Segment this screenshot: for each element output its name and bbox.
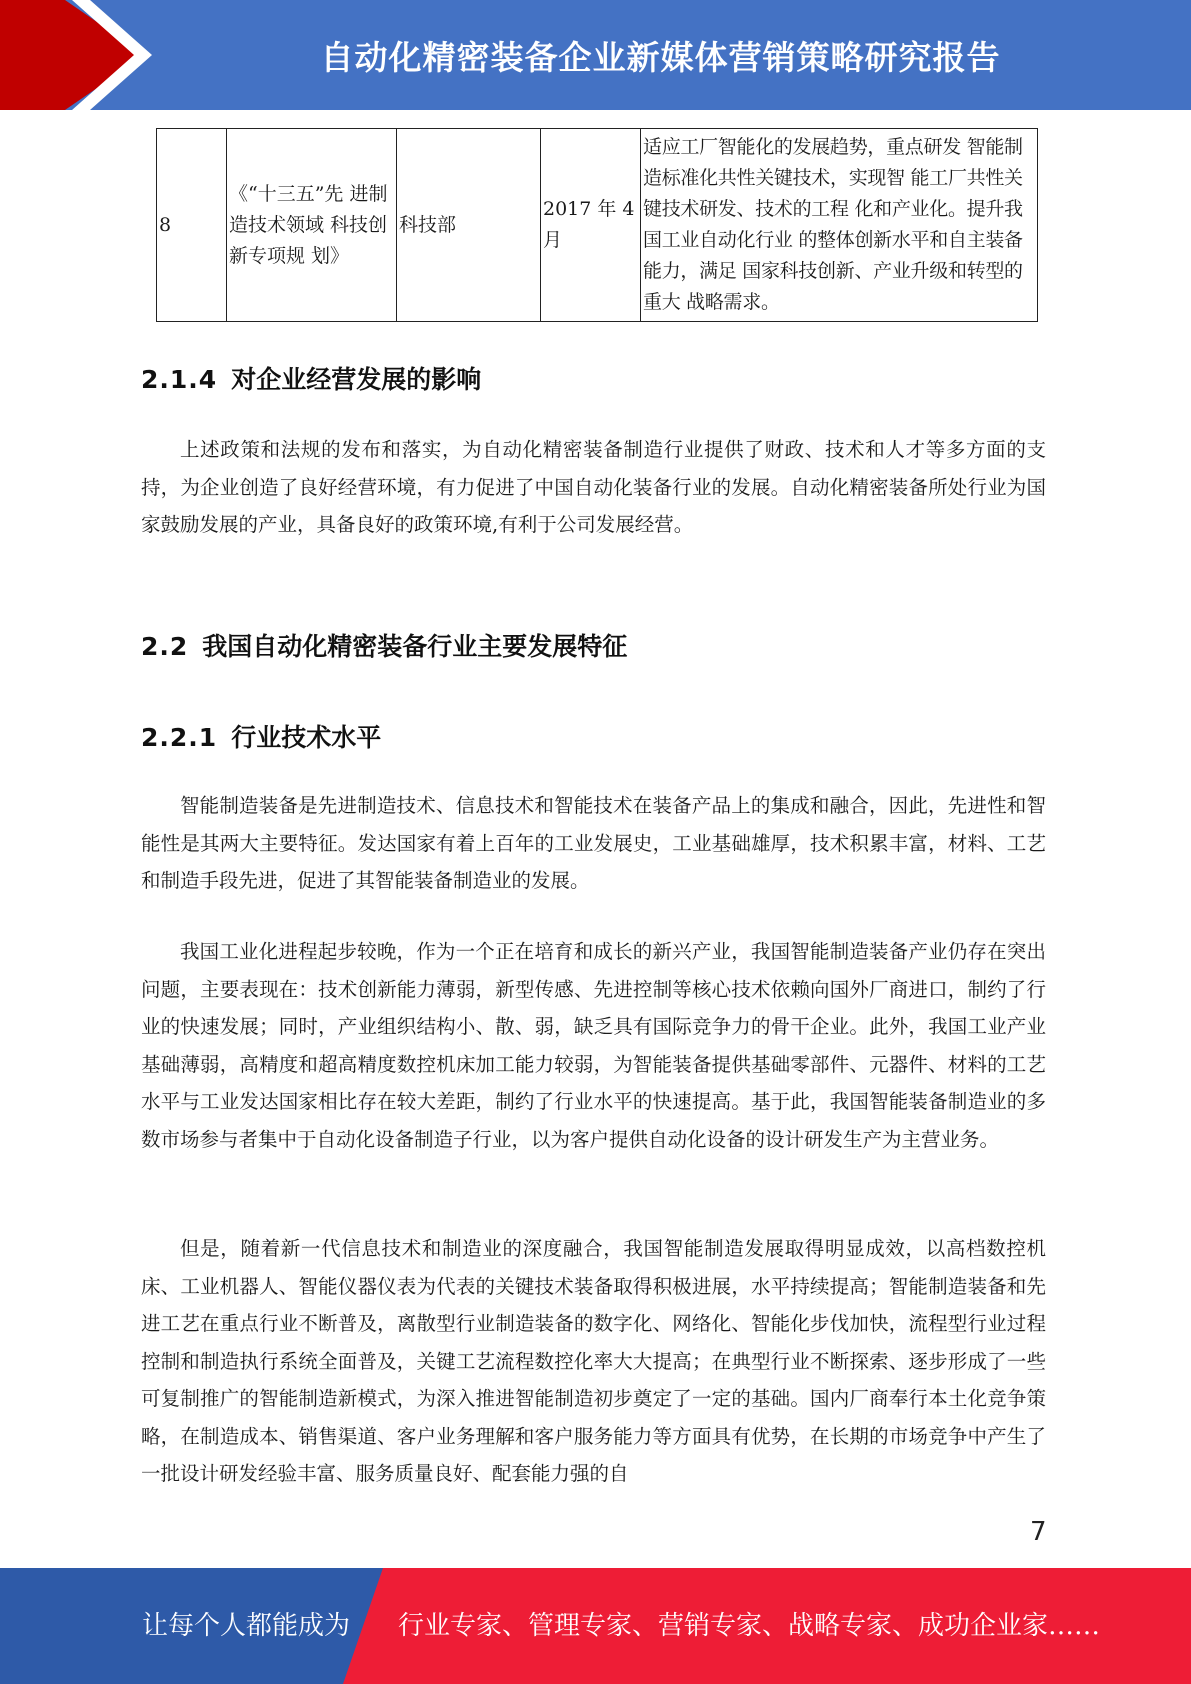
- content-cell: 适应工厂智能化的发展趋势，重点研发 智能制造标准化共性关键技术，实现智 能工厂共性关键技术研发、技术的工程 化和产业化。提升我国工业自动化行业 的整体创新水平和自主装备能力，满足 国家科技创新、产业升级和转型的重大 战略需求。: [641, 129, 1038, 322]
- policy-table: [156, 128, 1038, 322]
- header-arrow-decoration: [0, 0, 160, 110]
- section-title: 行业技术水平: [231, 723, 382, 752]
- department-cell: 科技部: [397, 129, 541, 322]
- paragraph: 智能制造装备是先进制造技术、信息技术和智能技术在装备产品上的集成和融合，因此，先进性和智能性是其两大主要特征。发达国家有着上百年的工业发展史，工业基础雄厚，技术积累丰富，材料、工艺和制造手段先进，促进了其智能装备制造业的发展。: [141, 794, 1046, 892]
- policy-name-cell: 《“十三五”先 进制造技术领域 科技创新专项规 划》: [227, 129, 397, 322]
- section-heading-2-1-4: [141, 360, 481, 396]
- section-number: 2.2.1: [141, 723, 218, 752]
- header-title: 自动化精密装备企业新媒体营销策略研究报告: [320, 37, 1001, 77]
- footer-slogan-right: 行业专家、管理专家、营销专家、战略专家、成功企业家……: [398, 1611, 1101, 1641]
- row-index-cell: 8: [157, 129, 227, 322]
- footer-slogan-left: 让每个人都能成为: [142, 1611, 351, 1641]
- section-heading-2-2: [141, 627, 627, 663]
- section-title: 对企业经营发展的影响: [231, 365, 482, 394]
- page-header: [0, 0, 1191, 110]
- section-title: 我国自动化精密装备行业主要发展特征: [202, 632, 628, 661]
- page-number: 7: [1030, 1517, 1047, 1547]
- section-heading-2-2-1: [141, 718, 381, 754]
- table-row: [157, 129, 1038, 322]
- section-number: 2.1.4: [141, 365, 218, 394]
- section-number: 2.2: [141, 632, 189, 661]
- paragraph: 上述政策和法规的发布和落实，为自动化精密装备制造行业提供了财政、技术和人才等多方面的支持，为企业创造了良好经营环境，有力促进了中国自动化装备行业的发展。自动化精密装备所处行业为国家鼓励发展的产业，具备良好的政策环境,有利于公司发展经营。: [141, 438, 1046, 536]
- date-cell: 2017 年 4 月: [541, 129, 641, 322]
- paragraph: 但是，随着新一代信息技术和制造业的深度融合，我国智能制造发展取得明显成效，以高档数控机床、工业机器人、智能仪器仪表为代表的关键技术装备取得积极进展，水平持续提高；智能制造装备和先进工艺在重点行业不断普及，离散型行业制造装备的数字化、网络化、智能化步伐加快，流程型行业过程控制和制造执行系统全面普及，关键工艺流程数控化率大大提高；在典型行业不断探索、逐步形成了一些可复制推广的智能制造新模式，为深入推进智能制造初步奠定了一定的基础。国内厂商奉行本土化竞争策略，在制造成本、销售渠道、客户业务理解和客户服务能力等方面具有优势，在长期的市场竞争中产生了一批设计研发经验丰富、服务质量良好、配套能力强的自: [141, 1237, 1046, 1485]
- page-footer: [0, 1568, 1191, 1684]
- paragraph: 我国工业化进程起步较晚，作为一个正在培育和成长的新兴产业，我国智能制造装备产业仍存在突出问题，主要表现在：技术创新能力薄弱，新型传感、先进控制等核心技术依赖向国外厂商进口，制约了行业的快速发展；同时，产业组织结构小、散、弱，缺乏具有国际竞争力的骨干企业。此外，我国工业产业基础薄弱，高精度和超高精度数控机床加工能力较弱，为智能装备提供基础零部件、元器件、材料的工艺水平与工业发达国家相比存在较大差距，制约了行业水平的快速提高。基于此，我国智能装备制造业的多数市场参与者集中于自动化设备制造子行业，以为客户提供自动化设备的设计研发生产为主营业务。: [141, 940, 1046, 1151]
